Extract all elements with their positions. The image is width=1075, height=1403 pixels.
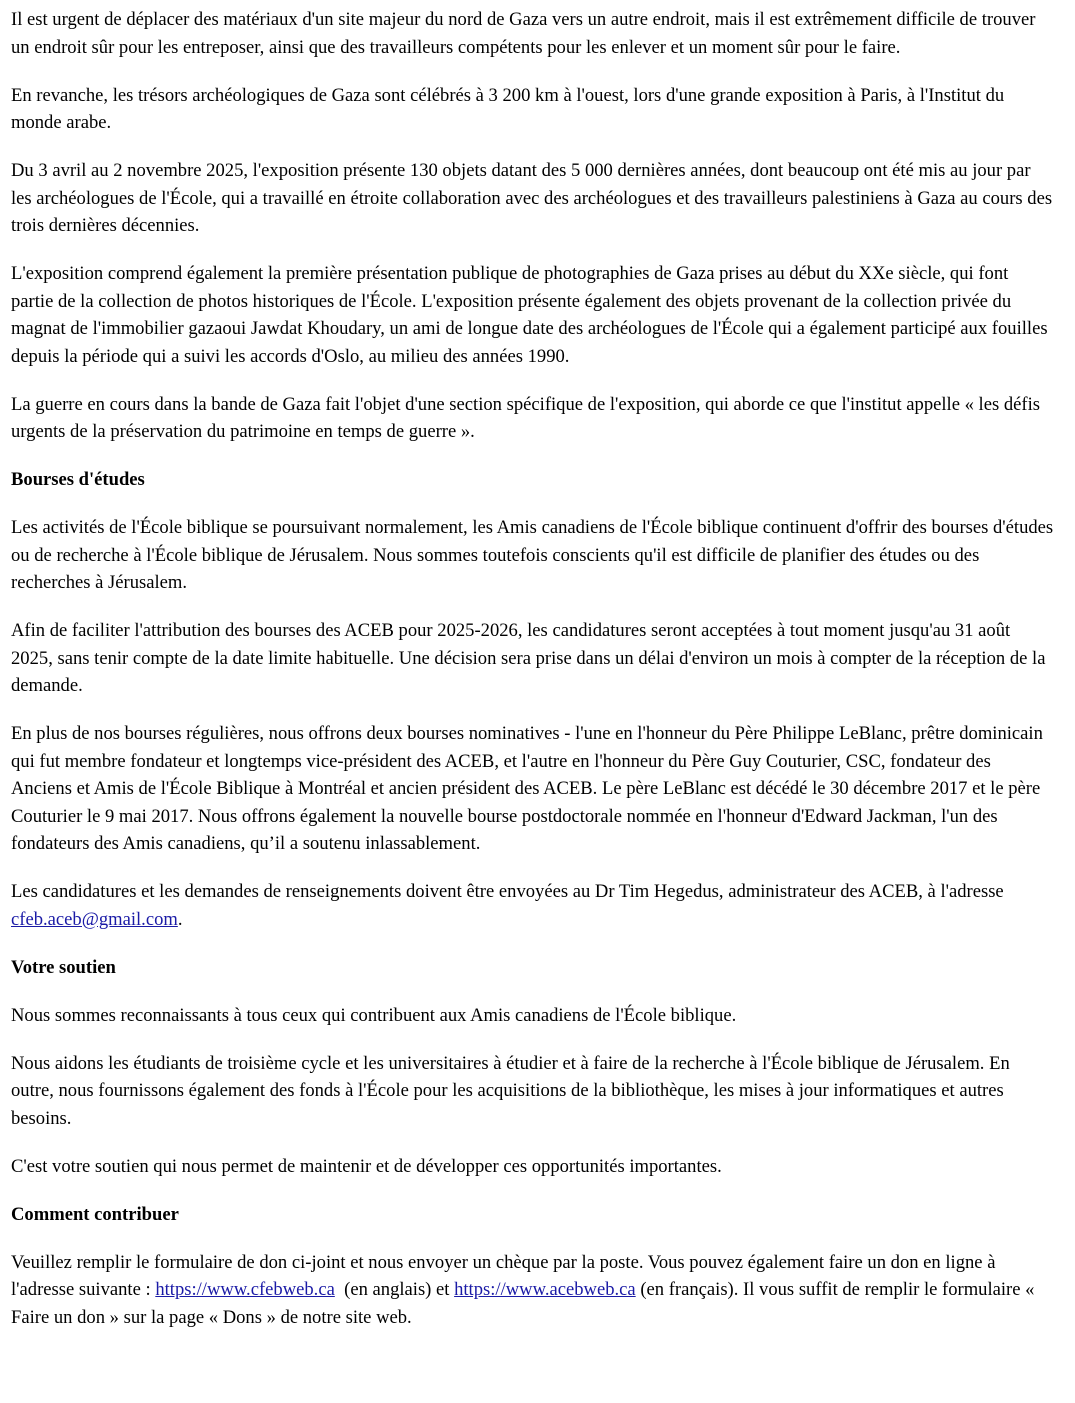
applications-period: . [177,908,183,930]
paragraph-urgent-move: Il est urgent de déplacer des matériaux d'un site majeur du nord de Gaza vers un autre endroit, mais il est extrêmement difficile de trouver un endroit sûr pour les entreposer, ainsi que des travailleurs compétents pour les enlever et un moment sûr pour le faire. [11,9,1036,58]
paragraph-how-to-donate [11,1249,1055,1332]
heading-bourses: Bourses d'études [11,469,145,490]
paragraph-support-value: C'est votre soutien qui nous permet de maintenir et de développer ces opportunités importantes. [11,1155,722,1177]
paragraph-named-scholarships: En plus de nos bourses régulières, nous offrons deux bourses nominatives - l'une en l'honneur du Père Philippe LeBlanc, prêtre dominicain qui fut membre fondateur et longtemps vice-président des ACEB, et l'autre en l'honneur du Père Guy Couturier, CSC, fondateur des Anciens et Amis de l'École Biblique à Montréal et ancien président des ACEB. Le père LeBlanc est décédé le 30 décembre 2017 et le père Couturier le 9 mai 2017. Nous offrons également la nouvelle bourse postdoctorale nommée en l'honneur d'Edward Jackman, l'un des fondateurs des Amis canadiens, qu’il a soutenu inlassablement. [11,723,1043,854]
paragraph-scholarships-deadline: Afin de faciliter l'attribution des bourses des ACEB pour 2025-2026, les candidatures seront acceptées à tout moment jusqu'au 31 août 2025, sans tenir compte de la date limite habituelle. Une décision sera prise dans un délai d'environ un mois à compter de la réception de la demande. [11,620,1046,696]
paragraph-thanks: Nous sommes reconnaissants à tous ceux qui contribuent aux Amis canadiens de l'École biblique. [11,1004,737,1026]
email-link[interactable]: cfeb.aceb@gmail.com [11,908,178,930]
cfebweb-link[interactable]: https://www.cfebweb.ca [155,1279,335,1300]
paragraph-support-help: Nous aidons les étudiants de troisième cycle et les universitaires à étudier et à faire de la recherche à l'École biblique de Jérusalem. En outre, nous fournissons également des fonds à l'École pour les acquisitions de la bibliothèque, les mises à jour informatiques et autres besoins. [11,1052,1010,1129]
applications-text: Les candidatures et les demandes de renseignements doivent être envoyées au Dr Tim Hegedus, administrateur des ACEB, à l'adresse [11,881,1004,902]
acebweb-link[interactable]: https://www.acebweb.ca [454,1279,636,1300]
paragraph-scholarships-intro: Les activités de l'École biblique se poursuivant normalement, les Amis canadiens de l'École biblique continuent d'offrir des bourses d'études ou de recherche à l'École biblique de Jérusalem. Nous sommes toutefois conscients qu'il est difficile de planifier des études ou des recherches à Jérusalem. [11,517,1054,593]
paragraph-exhibition-photos: L'exposition comprend également la première présentation publique de photographies de Gaza prises au début du XXe siècle, qui font partie de la collection de photos historiques de l'École. L'exposition présente également des objets provenant de la collection privée du magnat de l'immobilier gazaoui Jawdat Khoudary, un ami de longue date des archéologues de l'École qui a également participé aux fouilles depuis la période qui a suivi les accords d'Oslo, au milieu des années 1990. [11,263,1048,367]
paragraph-paris-exhibition: En revanche, les trésors archéologiques de Gaza sont célébrés à 3 200 km à l'ouest, lors d'une grande exposition à Paris, à l'Institut du monde arabe. [11,84,1005,133]
paragraph-war-section: La guerre en cours dans la bande de Gaza fait l'objet d'une section spécifique de l'exposition, qui aborde ce que l'institut appelle « les défis urgents de la préservation du patrimoine en temps de guerre ». [11,393,1040,442]
paragraph-applications [11,878,1055,933]
donate-text-end: (en français). Il vous suffit de remplir le formulaire « Faire un don » sur la page « Dons » de notre site web. [11,1279,1040,1328]
heading-contribuer: Comment contribuer [11,1203,179,1225]
donate-text-start: Veuillez remplir le formulaire de don ci-joint et nous envoyer un chèque par la poste. Vous pouvez également faire un don en ligne à l'adresse suivante : [11,1251,1001,1300]
paragraph-exhibition-dates: Du 3 avril au 2 novembre 2025, l'exposition présente 130 objets datant des 5 000 dernières années, dont beaucoup ont été mis au jour par les archéologues de l'École, qui a travaillé en étroite collaboration avec des archéologues et des travailleurs palestiniens à Gaza au cours des trois dernières décennies. [11,160,1053,236]
heading-soutien: Votre soutien [11,956,116,978]
donate-text-middle: (en anglais) et [334,1279,455,1300]
